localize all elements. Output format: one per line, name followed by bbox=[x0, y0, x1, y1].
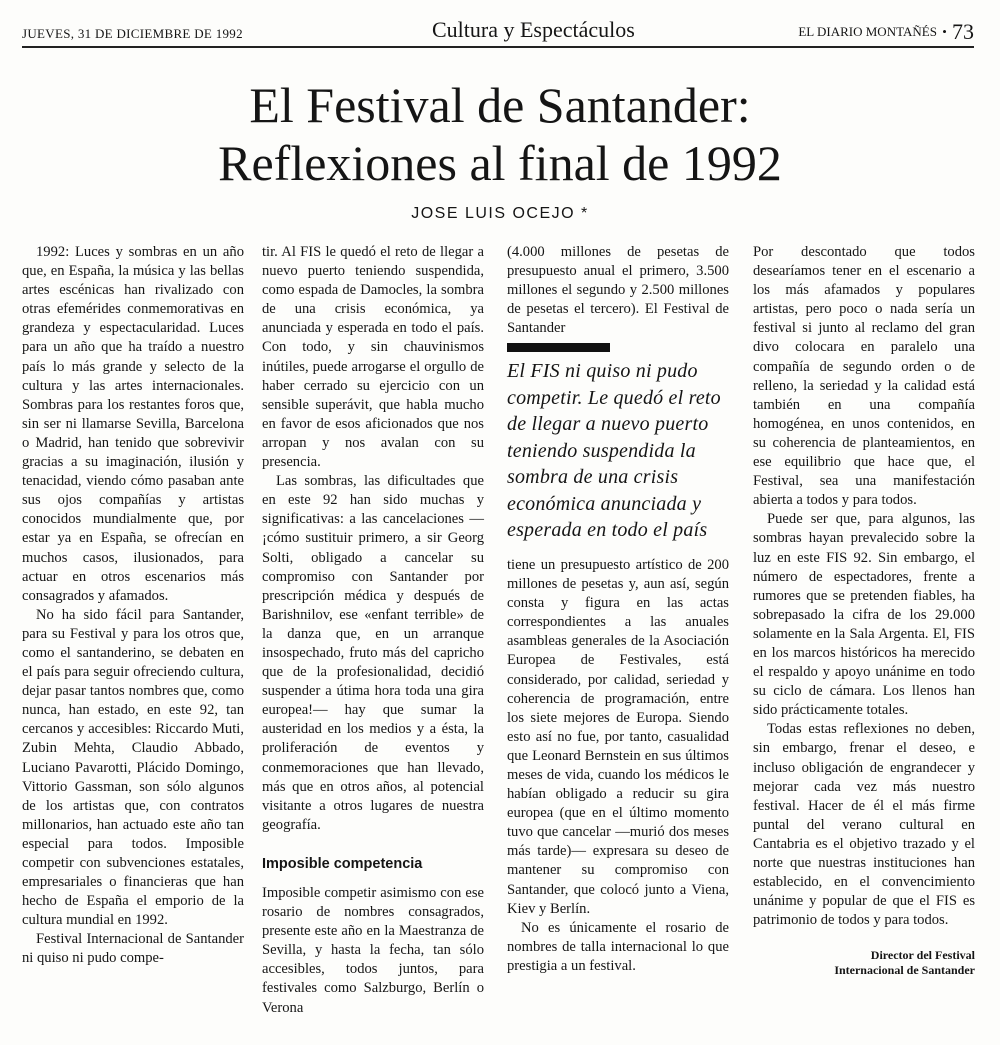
page-header bbox=[22, 14, 974, 48]
subheading: Imposible competencia bbox=[262, 855, 423, 872]
page-number: 73 bbox=[952, 19, 974, 44]
signature-line-2: Internacional de Santander bbox=[834, 963, 975, 978]
author-signature bbox=[753, 948, 975, 978]
article-headline bbox=[60, 76, 940, 192]
paragraph: Por descontado que todos desearíamos tener en el escenario a los más afamados y populares artistas, pero poco o nada sería un festival si junto al reclamo del gran divo colocara en paralelo una compañía de segundo orden o de relleno, la seriedad y la calidad está también en una compañía homogénea, en unos contenidos, en su coherencia de planteamientos, en ese equilibrio que hace que, el Festival, sea una manifestación abierta a todos y para todos. bbox=[753, 244, 975, 509]
paragraph: Festival Internacional de Santander ni quiso ni pudo compe- bbox=[22, 931, 244, 967]
headline-line-1: El Festival de Santander: bbox=[249, 77, 751, 133]
publication-name: EL DIARIO MONTAÑÉS bbox=[798, 24, 937, 39]
paragraph: tir. Al FIS le quedó el reto de llegar a nuevo puerto teniendo suspendida, como espada de Damocles, la sombra de una crisis económica, ya anunciada y esperada en todo el país. Con todo, y sin chauvinismos inútiles, puede arrogarse el orgullo de haber cerrado su ejercicio con un sensible superávit, que habla mucho en favor de esos aficionados que nos arropan y nos avalan con su presencia. bbox=[262, 244, 484, 471]
article-column-2 bbox=[262, 243, 484, 1018]
paragraph: 1992: Luces y sombras en un año que, en España, la música y las bellas artes escénicas han rivalizado con otras efemérides conmemorativas en grandeza y espectacularidad. Luces para un año que ha traído a nuestro país lo más grande y selecto de la cultura y las artes internacionales. Sombras para los restantes foros que, sin ser ni llamarse Sevilla, Barcelona o Madrid, han tenido que sobrevivir gracias a su imaginación, ilusión y tenacidad, viendo cómo pasaban ante sus ojos compañías y artistas conocidos mundialmente que, por estar ya en España, se ofrecían en muchos casos, ilusionados, para actuar en otros escenarios más consagrados y afamados. bbox=[22, 244, 244, 604]
pull-quote-rule bbox=[507, 343, 610, 352]
headline-line-2: Reflexiones al final de 1992 bbox=[218, 135, 782, 191]
paragraph: Imposible competir asimismo con ese rosario de nombres consagrados, presente este año en la Maestranza de Sevilla, y hasta la fecha, tan sólo accesibles, todos juntos, para festivales como Salzburgo, Berlín o Verona bbox=[262, 885, 484, 1016]
publication-info bbox=[798, 19, 974, 45]
article-column-4 bbox=[753, 243, 975, 978]
bullet-separator: • bbox=[942, 24, 947, 39]
byline: JOSE LUIS OCEJO * bbox=[411, 205, 589, 222]
article-column-1 bbox=[22, 243, 244, 969]
paragraph: No es únicamente el rosario de nombres de talla internacional lo que prestigia a un festival. bbox=[507, 919, 729, 974]
pull-quote bbox=[507, 343, 729, 544]
paragraph: (4.000 millones de pesetas de presupuesto anual el primero, 3.500 millones el segundo y 2.500 millones de pesetas el tercero). El Festival de Santander bbox=[507, 244, 729, 337]
issue-date: JUEVES, 31 DE DICIEMBRE DE 1992 bbox=[22, 26, 243, 41]
signature-line-1: Director del Festival bbox=[870, 948, 975, 963]
paragraph: Todas estas reflexiones no deben, sin embargo, frenar el deseo, e incluso obligación de engrandecer y mejorar cada vez más nuestro festival. Hacer de él el más firme puntal del verano cultural en Cantabria es el objetivo trazado y el norte que nuestras instituciones han establecido, en el convencimiento unánime y popular de que el FIS es patrimonio de todos y para todos. bbox=[753, 721, 975, 929]
paragraph: tiene un presupuesto artístico de 200 millones de pesetas y, aun así, según consta y figura en las actas correspondientes a las anuales asambleas generales de la Asociación Europea de Festivales, está considerado, por calidad, seriedad y coherencia de programación, entre los siete mejores de Europa. Siendo esto así no fue, por tanto, casualidad que Leonard Bernstein en sus últimos meses de vida, cuando los médicos le habían obligado a reducir su gira europea (que en el último momento tuvo que cancelar —murió dos meses más tarde)— expresara su deseo de mantener su compromiso con Santander, que colocó junto a Viena, Kiev y Berlín. bbox=[507, 556, 729, 917]
section-title: Cultura y Espectáculos bbox=[432, 17, 635, 42]
paragraph: Puede ser que, para algunos, las sombras hayan prevalecido sobre la luz en este FIS 92. Sin embargo, el número de espectadores, frente a rumores que se pretenden fiables, ha sobrepasado la cifra de los 29.000 solamente en la Sala Argenta. El, FIS en los marcos históricos ha merecido el respaldo y apoyo unánime en todo su ciclo de cámara. Los llenos han sido prácticamente totales. bbox=[753, 511, 975, 719]
article-column-3 bbox=[507, 243, 729, 976]
pull-quote-text: El FIS ni quiso ni pudo competir. Le quedó el reto de llegar a nuevo puerto teniendo suspendida la sombra de una crisis económica anunciada y esperada en todo el país bbox=[507, 360, 721, 542]
paragraph: Las sombras, las dificultades que en este 92 han sido muchas y significativas: a las cancelaciones —¡cómo sustituir primero, a sir Georg Solti, obligado a cancelar su compromiso con Santander por prescripción médica y después de Barishnilov, ese «enfant terrible» de la danza que, en un arranque insospechado, fruto más del capricho que de la profesionalidad, decidió suspender a útima hora toda una gira europea!— hay que sumar la austeridad en los medios y a ésta, la proliferación de eventos y conmemoraciones que han llevado, más que en otros años, al potencial visitante a otros lugares de nuestra geografía. bbox=[262, 473, 484, 833]
paragraph: No ha sido fácil para Santander, para su Festival y para los otros que, como el santanderino, se debaten en el país para seguir ofreciendo cultura, dejar pasar tantos nombres que, como nunca, han estado, en este 92, tan cercanos y accesibles: Riccardo Muti, Zubin Mehta, Claudio Abbado, Luciano Pavarotti, Plácido Domingo, Vittorio Gassman, son sólo algunos de los artistas que, con contratos millonarios, han actuado este año tan especial para todos. Imposible competir con subvenciones estatales, empresariales o financieras que han hecho de España el emporio de la cultura mundial en 1992. bbox=[22, 606, 244, 929]
